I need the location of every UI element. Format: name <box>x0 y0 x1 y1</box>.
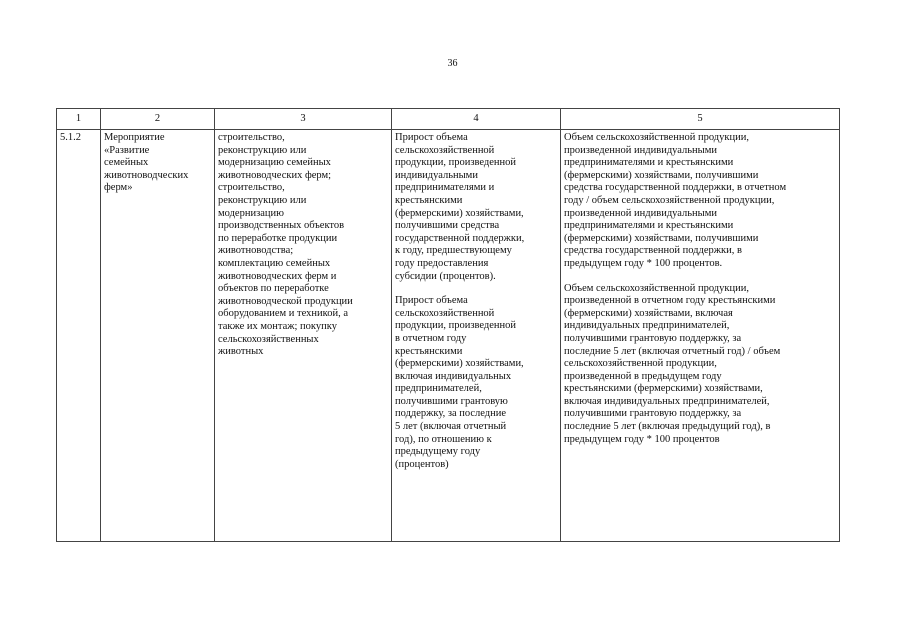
actions-cell <box>215 130 392 542</box>
event-name: Мероприятие «Развитие семейных животноводческих ферм» <box>104 132 189 194</box>
header-cell-3: 3 <box>215 109 392 130</box>
indicator-1: Прирост объема сельскохозяйственной продукции, произведенной индивидуальными предпринимателями и крестьянскими (фермерскими) хозяйствами, получившими средства государственной поддержки, к году, предшествующему году предоставления субсидии (процентов). <box>395 132 525 282</box>
header-cell-4: 4 <box>392 109 561 130</box>
indicator-2: Прирост объема сельскохозяйственной продукции, произведенной в отчетном году крестьянскими (фермерскими) хозяйствами, включая индивидуальных предпринимателей, получившими грантовую поддержку, за последние 5 лет (включая отчетный год), по отношению к предыдущему году (процентов) <box>395 295 524 470</box>
header-cell-5: 5 <box>561 109 840 130</box>
indicators-cell <box>392 130 561 542</box>
formulas-cell <box>561 130 840 542</box>
formula-2: Объем сельскохозяйственной продукции, произведенной в отчетном году крестьянскими (фермерскими) хозяйствами, включая индивидуальных предпринимателей, получившими грантовую поддержку, за последние 5 лет (включая отчетный год) / объем сельскохозяйственной продукции, произведенной в предыдущем году крестьянскими (фермерскими) хозяйствами, включая индивидуальных предпринимателей, получившими грантовую поддержку, за последние 5 лет (включая предыдущий год), в предыдущем году * 100 процентов <box>564 282 781 445</box>
row-number-cell <box>57 130 101 542</box>
header-cell-2: 2 <box>101 109 215 130</box>
formula-1: Объем сельскохозяйственной продукции, произведенной индивидуальными предпринимателями и крестьянскими (фермерскими) хозяйствами, получившими средства государственной поддержки, в отчетном году / объем сельскохозяйственной продукции, произведенной индивидуальными предпринимателями и крестьянскими (фермерскими) хозяйствами, получившими средства государственной поддержки, в предыдущем году * 100 процентов. <box>564 132 787 269</box>
table-header-row <box>57 109 840 130</box>
event-actions: строительство, реконструкцию или модернизацию семейных животноводческих ферм; строительство, реконструкцию или модернизацию производственных объектов по переработке продукции животноводства; комплектацию семейных животноводческих ферм и объектов по переработке животноводческой продукции оборудованием и техникой, а также их монтаж; покупку сельскохозяйственных животных <box>218 132 353 358</box>
program-table <box>56 108 840 542</box>
page-number: 36 <box>447 58 458 69</box>
row-number: 5.1.2 <box>60 132 81 143</box>
event-name-cell <box>101 130 215 542</box>
header-cell-1: 1 <box>57 109 101 130</box>
table-row <box>57 130 840 542</box>
